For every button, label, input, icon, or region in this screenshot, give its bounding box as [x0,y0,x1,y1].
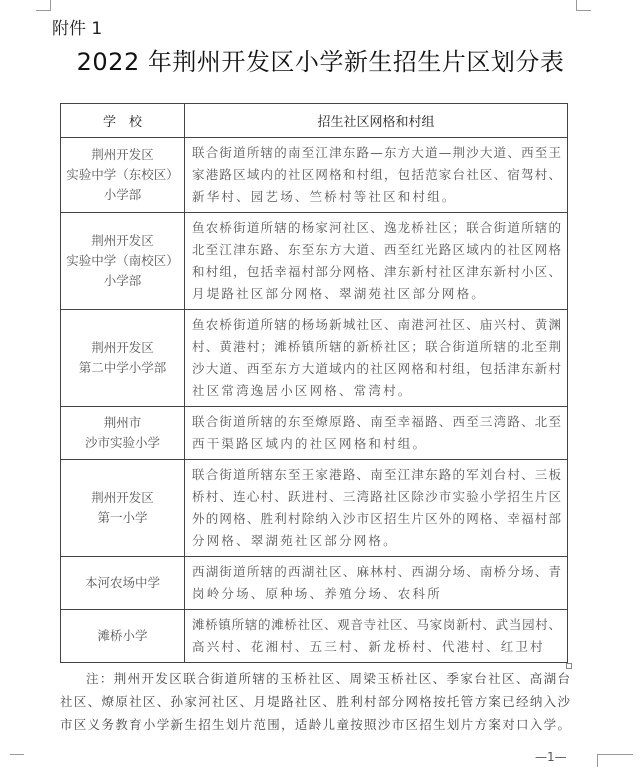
area-text-line: 北至江津东路、东至东方大道、西至红光路区域内的社区网格 [192,242,561,257]
area-cell [185,557,568,610]
table-row [61,557,568,610]
area-text-line: 家港路区域内的社区网格和村组，包括范家台社区、宿驾村、 [192,167,561,182]
table-row [61,460,568,557]
school-name-line: 荆州开发区 [91,490,154,505]
document-body [60,103,570,736]
school-name-line: 滩桥小学 [97,628,148,643]
school-cell [61,213,185,310]
area-text-line: 村、黄港村；滩桥镇所辖的新桥社区；联合街道所辖的北至荆 [192,339,561,354]
area-text-line: 新华村、园艺场、竺桥村等社区和村组。 [192,189,457,204]
footnote-line: 市区义务教育小学新生招生划片范围，适龄儿童按照沙市区招生划片方案对口入学。 [60,717,570,732]
area-cell [185,610,568,663]
school-cell [61,610,185,663]
area-text-line: 联合街道所辖东至王家港路、南至江津东路的军刘台村、三板 [192,467,561,482]
area-text-line: 西湖街道所辖的西湖社区、麻林村、西湖分场、南桥分场、青 [192,564,561,579]
document-title: 2022 年荆州开发区小学新生招生片区划分表 [76,48,565,76]
school-name-line: 第二中学小学部 [78,360,167,375]
area-text-line: 外的网格、胜利村除纳入沙市区招生片区外的网格、幸福村部 [192,511,561,526]
school-name-line: 小学部 [103,273,142,288]
page-corner-mark [597,754,633,767]
table-row [61,610,568,663]
area-cell [185,460,568,557]
school-name-line: 本河农场中学 [84,575,160,590]
school-name-line: 荆州开发区 [91,340,154,355]
page-number: —1— [535,750,567,764]
school-name-line: 小学部 [103,187,142,202]
school-cell [61,310,185,407]
header-area: 招生社区网格和村组 [185,104,568,138]
table-header-row [61,104,568,138]
table-row [61,407,568,460]
area-text-line: 高兴村、花湘村、五三村、新龙桥村、代港村、红卫村 [192,639,545,654]
school-name-line: 实验中学（南校区） [66,253,179,268]
school-name-line: 沙市实验小学 [84,435,160,450]
attachment-label: 附件 1 [52,19,103,39]
area-text-line: 西干渠路区域内的社区网格和村组。 [192,436,428,451]
page-corner-mark [10,754,24,767]
area-text-line: 和村组，包括幸福村部分网格、津东新村社区津东新村小区、 [192,264,561,279]
school-name-line: 荆州开发区 [91,233,154,248]
footnote-line: 社区、燎原社区、孙家河社区、月堤路社区、胜利村部分网格按托管方案已经纳入沙 [60,694,570,709]
school-name-line: 第一小学 [97,510,148,525]
page-corner-mark [576,0,591,11]
school-cell [61,407,185,460]
area-text-line: 月堤路社区部分网格、翠湖苑社区部分网格。 [192,286,487,301]
school-cell [61,557,185,610]
area-text-line: 社区常湾逸居小区网格、常湾村。 [192,383,413,398]
school-name-line: 荆州市 [103,415,142,430]
header-school: 学 校 [61,104,185,138]
area-cell [185,138,568,213]
area-cell [185,213,568,310]
table-row [61,138,568,213]
footnote [60,667,570,736]
area-text-line: 联合街道所辖的东至燎原路、南至幸福路、西至三湾路、北至 [192,414,561,429]
area-cell [185,407,568,460]
school-cell [61,460,185,557]
school-name-line: 实验中学（东校区） [66,167,179,182]
table-wrapper [60,103,570,663]
table-row [61,310,568,407]
enrollment-zone-table [60,103,568,663]
school-name-line: 荆州开发区 [91,147,154,162]
area-text-line: 岗岭分场、原种场、养殖分场、农科所 [192,586,442,601]
area-text-line: 桥村、连心村、跃进村、三湾路社区除沙市实验小学招生片区 [192,489,561,504]
area-text-line: 沙大道、西至东方大道域内的社区网格和村组，包括津东新村 [192,361,561,376]
area-text-line: 鱼农桥街道所辖的杨家河社区、逸龙桥社区；联合街道所辖的 [192,220,561,235]
area-cell [185,310,568,407]
area-text-line: 鱼农桥街道所辖的杨场新城社区、南港河社区、庙兴村、黄渊 [192,317,561,332]
area-text-line: 分网格、翠湖苑社区部分网格。 [192,533,398,548]
area-text-line: 联合街道所辖的南至江津东路—东方大道—荆沙大道、西至王 [192,145,561,160]
school-cell [61,138,185,213]
table-row [61,213,568,310]
page-corner-mark [36,0,51,11]
table-resize-handle[interactable] [566,663,572,669]
footnote-line: 注：荆州开发区联合街道所辖的玉桥社区、周梁玉桥社区、季家台社区、高湖台 [86,671,570,686]
area-text-line: 滩桥镇所辖的滩桥社区、观音寺社区、马家岗新村、武当园村、 [192,617,561,632]
